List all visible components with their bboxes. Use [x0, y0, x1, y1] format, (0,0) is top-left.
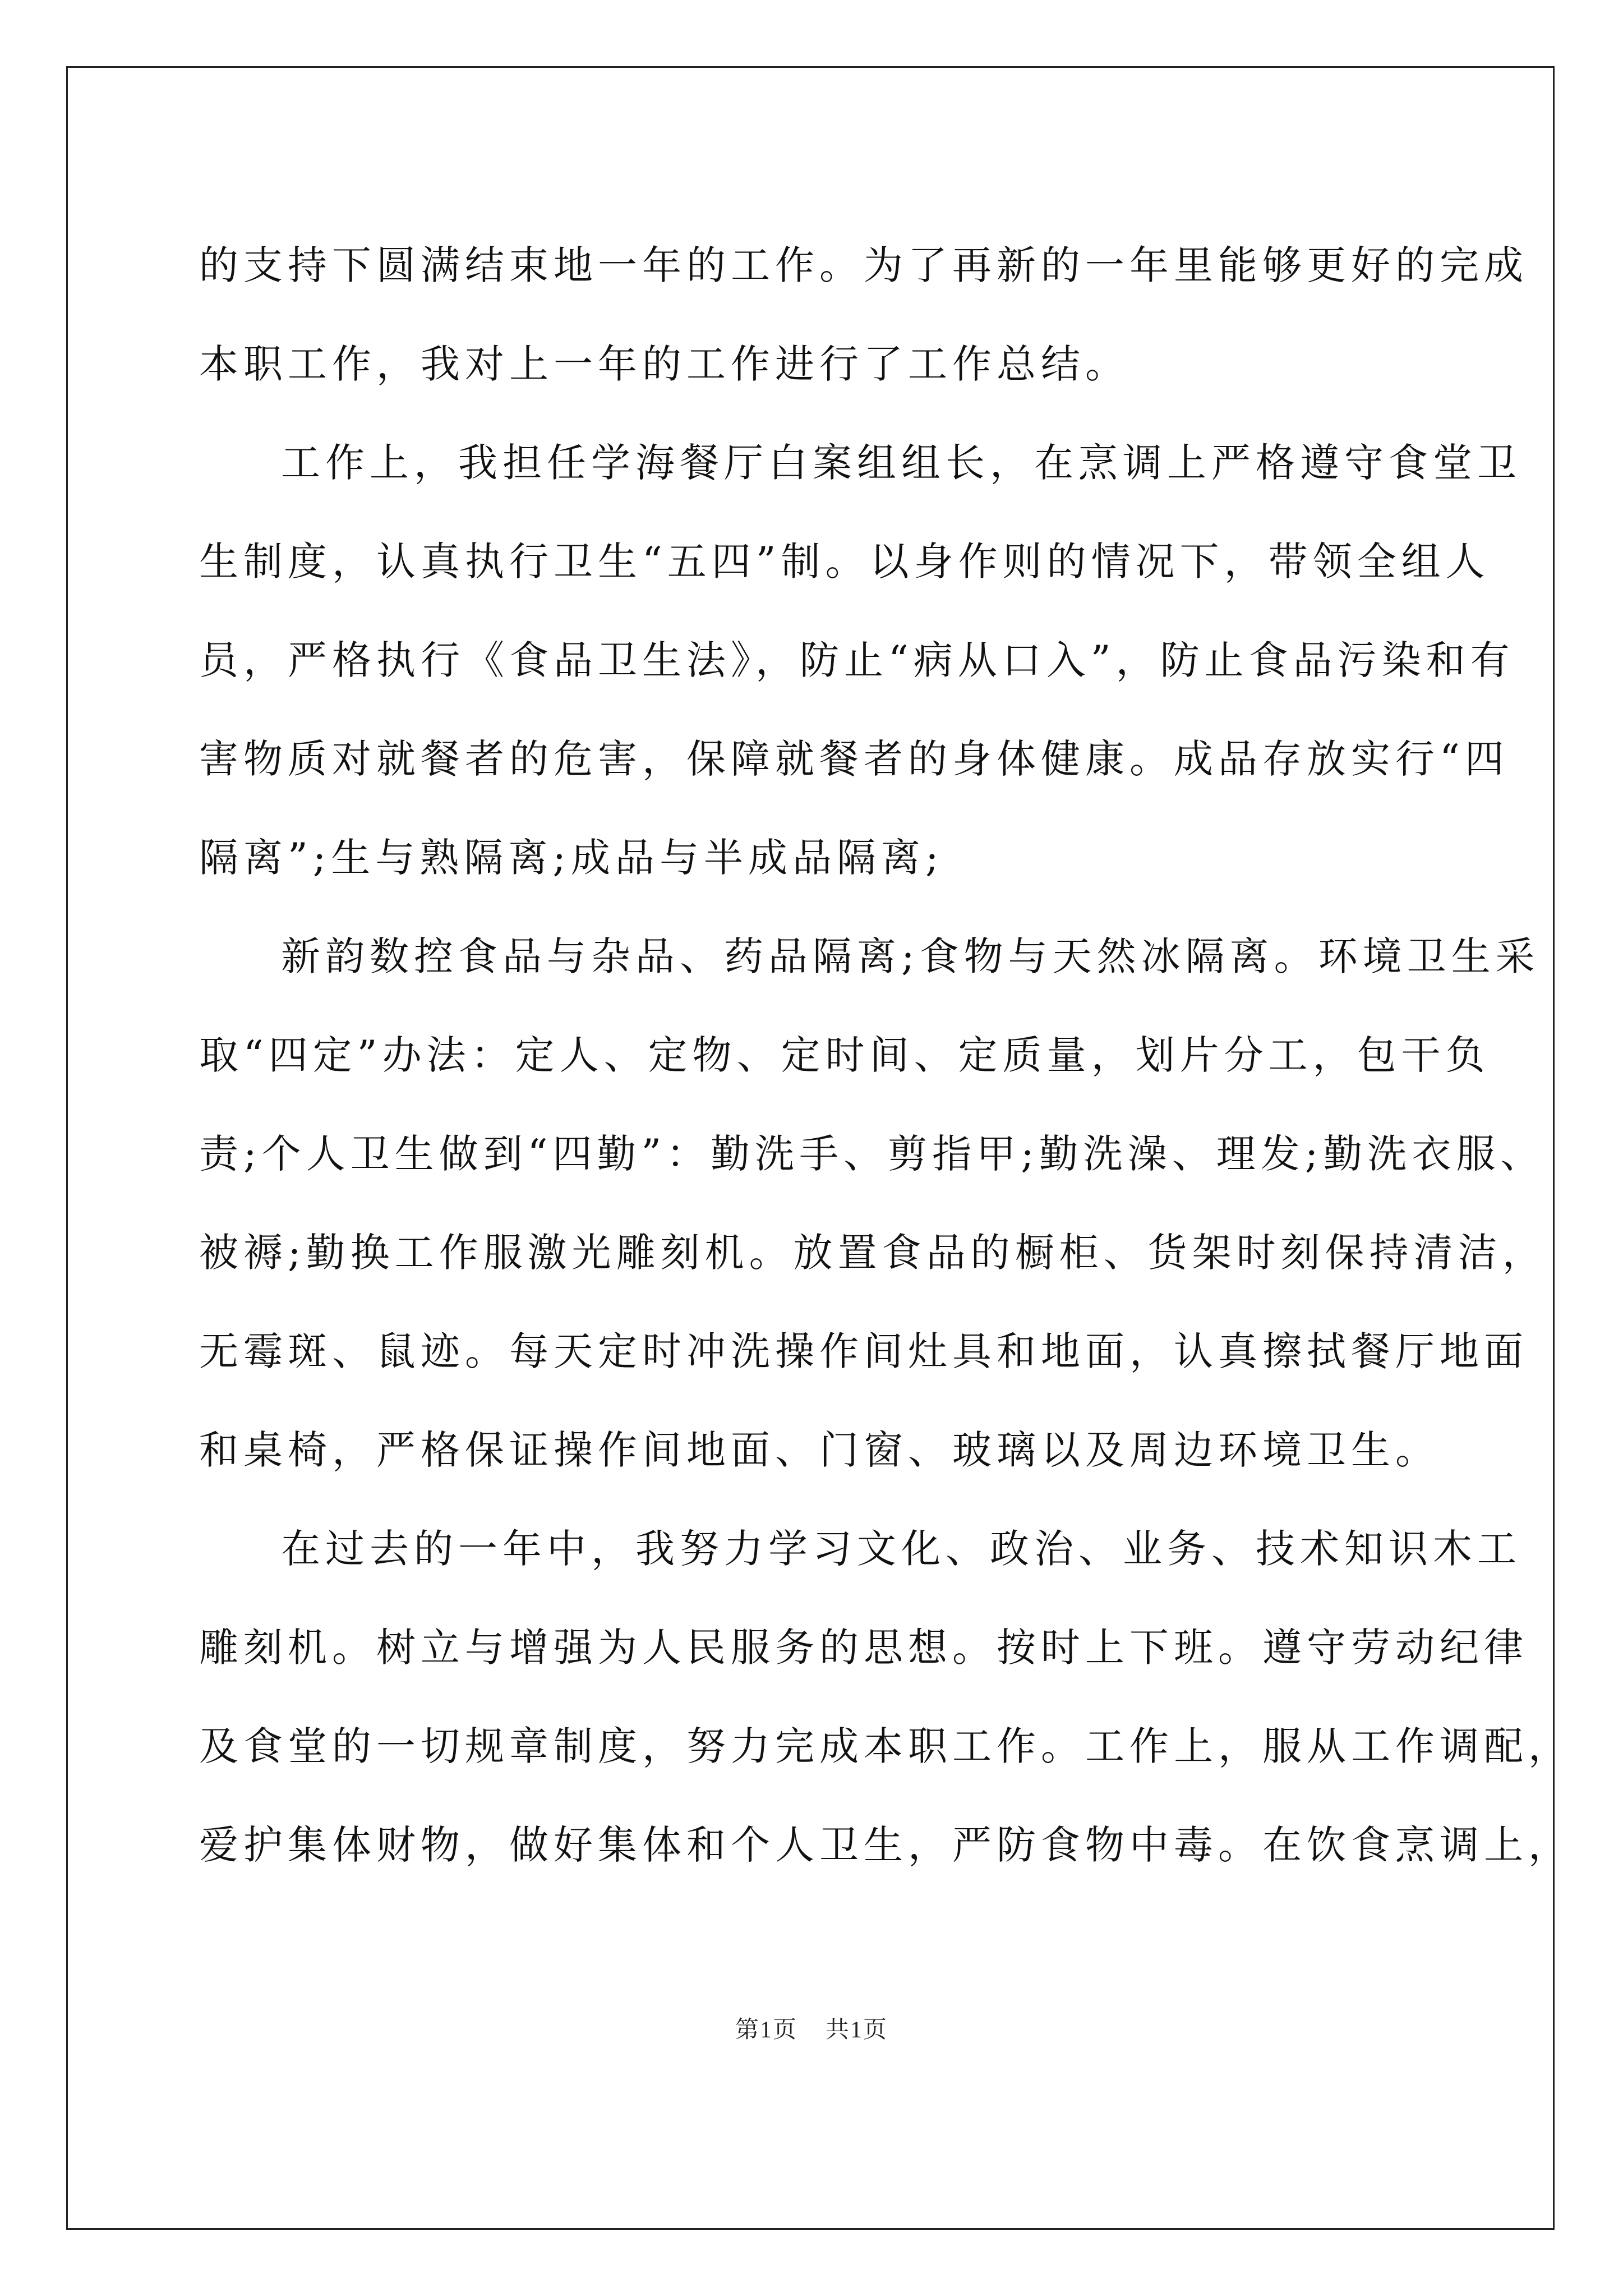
text-line: 责;个人卫生做到“四勤”：勤洗手、剪指甲;勤洗澡、理发;勤洗衣服、 [199, 1131, 1545, 1177]
page-number: 第1页 [735, 2017, 797, 2043]
text-line: 及食堂的一切规章制度，努力完成本职工作。工作上，服从工作调配， [199, 1723, 1573, 1769]
text-line: 害物质对就餐者的危害，保障就餐者的身体健康。成品存放实行“四 [199, 736, 1509, 782]
text-line: 的支持下圆满结束地一年的工作。为了再新的一年里能够更好的完成 [199, 242, 1528, 288]
text-line: 员，严格执行《食品卫生法》，防止“病从口入”，防止食品污染和有 [199, 637, 1515, 683]
text-line: 隔离”;生与熟隔离;成品与半成品隔离; [199, 835, 944, 881]
page-total: 共1页 [826, 2017, 888, 2043]
text-line: 本职工作，我对上一年的工作进行了工作总结。 [199, 341, 1129, 387]
text-line: 生制度，认真执行卫生“五四”制。以身作则的情况下，带领全组人 [199, 539, 1490, 585]
text-line: 雕刻机。树立与增强为人民服务的思想。按时上下班。遵守劳动纪律 [199, 1625, 1528, 1671]
text-line: 爱护集体财物，做好集体和个人卫生，严防食物中毒。在饮食烹调上， [199, 1822, 1573, 1868]
page-footer [0, 2011, 1623, 2045]
text-line: 取“四定”办法：定人、定物、定时间、定质量，划片分工，包干负 [199, 1032, 1490, 1078]
paragraph-first-line: 新韵数控食品与杂品、药品隔离;食物与天然冰隔离。环境卫生采 [281, 933, 1540, 979]
text-line: 被褥;勤换工作服激光雕刻机。放置食品的橱柜、货架时刻保持清洁， [199, 1230, 1547, 1276]
document-body [199, 216, 1573, 1894]
text-line: 无霉斑、鼠迹。每天定时冲洗操作间灶具和地面，认真擦拭餐厅地面 [199, 1328, 1528, 1374]
text-line: 和桌椅，严格保证操作间地面、门窗、玻璃以及周边环境卫生。 [199, 1427, 1440, 1473]
paragraph-first-line: 工作上，我担任学海餐厅白案组组长，在烹调上严格遵守食堂卫 [281, 440, 1521, 486]
paragraph-first-line: 在过去的一年中，我努力学习文化、政治、业务、技术知识木工 [281, 1526, 1521, 1572]
